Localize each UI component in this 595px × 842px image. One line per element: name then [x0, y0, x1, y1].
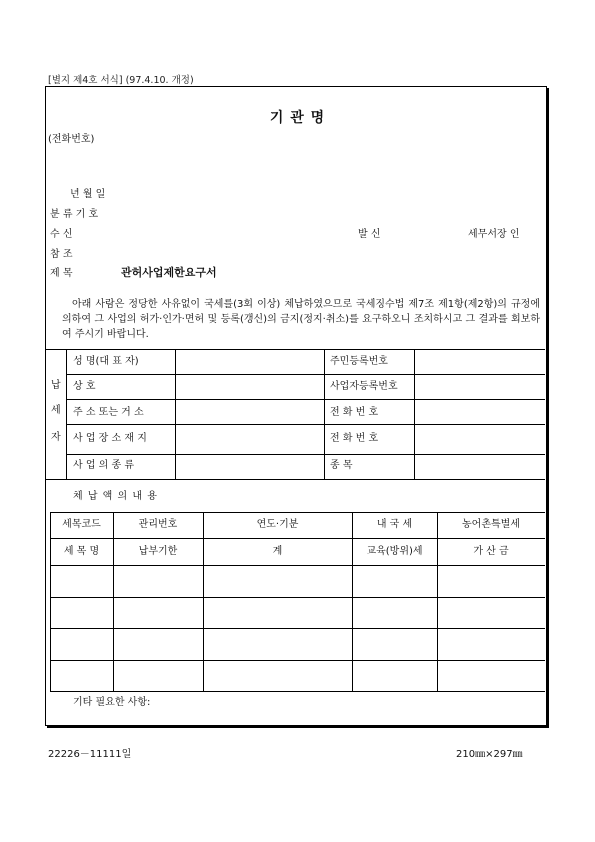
col-education-tax: 교육(방위)세	[366, 546, 423, 557]
reference-label: 참 조	[50, 249, 73, 260]
subject-value: 관허사업제한요구서	[121, 266, 217, 279]
table-row-workplace-label: 사 업 장 소 재 지	[73, 433, 147, 444]
col-due-date: 납부기한	[138, 546, 178, 557]
other-matters-label: 기타 필요한 사항:	[73, 697, 151, 708]
paper-size: 210㎜×297㎜	[456, 749, 523, 760]
table-row-workplace-phone-label: 전 화 번 호	[330, 433, 379, 444]
form-code: 22226－11111일	[48, 749, 132, 760]
table-row-address-label: 주 소 또는 거 소	[73, 407, 144, 418]
table-row-trade-name-label: 상 호	[73, 381, 96, 392]
table-row-item-label: 종 목	[330, 460, 353, 471]
table-row-business-type-label: 사 업 의 종 류	[73, 460, 135, 471]
col-total: 계	[272, 546, 283, 557]
table-row-phone-label: 전 화 번 호	[330, 407, 379, 418]
subject-label: 제 목	[50, 268, 73, 279]
form-header-note: [별지 제4호 서식] (97.4.10. 개정)	[48, 75, 194, 86]
col-year-period: 연도·기분	[256, 519, 299, 530]
phone-label: (전화번호)	[48, 134, 95, 145]
taxpayer-side-label-3: 자	[51, 432, 61, 443]
page-title: 기 관 명	[269, 110, 326, 126]
arrears-section-title: 체 납 액 의 내 용	[73, 491, 158, 502]
col-domestic-tax: 내 국 세	[376, 519, 413, 530]
classification-label: 분 류 기 호	[50, 209, 99, 220]
col-tax-code: 세목코드	[62, 519, 101, 530]
recipient-label: 수 신	[50, 229, 73, 240]
request-body-text: 아래 사람은 정당한 사유없이 국세를(3회 이상) 체납하였으므로 국세징수법 제7조 제1항(제2항)의 규정에 의하여 그 사업의 허가·인가·면허 및 등록(갱신)의 금지(정지·취소)를 요구하오니 조치하시고 그 결과를 회보하여 주시기 바랍니다.	[62, 299, 540, 340]
col-tax-name: 세 목 명	[63, 546, 100, 557]
col-penalty: 가 산 금	[473, 546, 509, 557]
table-row-name-label: 성 명(대 표 자)	[73, 356, 139, 367]
taxpayer-side-label-2: 세	[51, 405, 61, 416]
col-management-number: 관리번호	[138, 519, 178, 530]
col-rural-special-tax: 농어촌특별세	[462, 519, 520, 530]
table-row-resident-number-label: 주민등록번호	[330, 356, 388, 367]
date-label: 년 월 일	[70, 189, 106, 200]
sender-value: 세무서장 인	[468, 229, 520, 240]
taxpayer-side-label-1: 납	[51, 380, 61, 391]
table-row-business-number-label: 사업자등록번호	[330, 381, 398, 392]
sender-label: 발 신	[358, 229, 381, 240]
